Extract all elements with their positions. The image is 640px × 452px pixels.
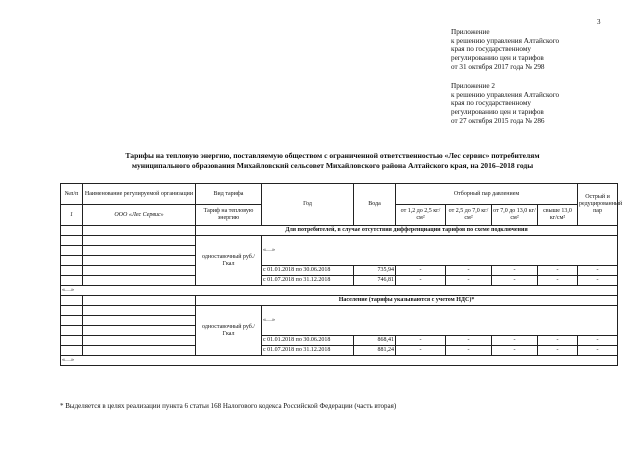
footnote: * Выделяется в целях реализации пункта 6 статьи 168 Налогового кодекса Российской Федерации (часть вторая) [60, 402, 397, 410]
header-steam-3: от 7,0 до 13,0 кг/см² [492, 205, 538, 226]
ellipsis-row [61, 286, 618, 296]
annex-line: регулированию цен и тарифов [451, 108, 544, 117]
header-steam-4: свыше 13,0 кг/см² [538, 205, 578, 226]
section-title: Население (тарифы указываются с учетом НДС)* [196, 296, 618, 306]
water-value: 881,24 [354, 346, 396, 356]
table-row [61, 336, 618, 346]
ellipsis-row [61, 356, 618, 366]
ellipsis-cell: «…» [61, 356, 618, 366]
org-num: 1 [61, 205, 83, 226]
title-line: муниципального образования Михайловский сельсовет Михайловского района Алтайского края, на 2016–2018 годы [131, 160, 534, 170]
table-row [61, 266, 618, 276]
header-steam-1: от 1,2 до 2,5 кг/см² [396, 205, 446, 226]
steam-3-value: - [492, 336, 538, 346]
header-org: Наименование регулируемой организации [83, 184, 196, 205]
annex-line: от 27 октября 2015 года № 286 [451, 116, 545, 125]
period-cell: с 01.07.2018 по 31.12.2018 [262, 276, 354, 286]
tariff-type-cell: одноставочный руб./Гкал [196, 236, 262, 286]
steam-1-value: - [396, 276, 446, 286]
annex-header-2 [451, 82, 559, 126]
annex-line: регулированию цен и тарифов [451, 54, 544, 63]
annex-line: Приложение [451, 28, 490, 36]
steam-1-value: - [396, 336, 446, 346]
steam-2-value: - [446, 336, 492, 346]
period-cell: с 01.01.2018 по 30.06.2018 [262, 266, 354, 276]
table-row [61, 236, 618, 246]
steam-2-value: - [446, 346, 492, 356]
annex-line: края по государственному [451, 99, 531, 108]
steam-1-value: - [396, 266, 446, 276]
section-title-row [61, 226, 618, 236]
sharp-steam-value: - [578, 336, 618, 346]
period-cell: с 01.07.2018 по 31.12.2018 [262, 346, 354, 356]
annex-line: края по государственному [451, 45, 531, 54]
title-line: Тарифы на тепловую энергию, поставляемую обществом с ограниченной ответственностью «Лес сервис» потребителям [125, 151, 540, 160]
water-value: 735,94 [354, 266, 396, 276]
steam-4-value: - [538, 336, 578, 346]
sharp-steam-value: - [578, 266, 618, 276]
ellipsis-cell: «…» [61, 286, 618, 296]
table-row [61, 306, 618, 316]
document-title [70, 151, 595, 170]
water-value: 746,81 [354, 276, 396, 286]
header-year: Год [262, 184, 354, 226]
header-steam-group: Отборный пар давлением [396, 184, 578, 205]
section-title: Для потребителей, в случае отсутствия дифференциации тарифов по схеме подключения [196, 226, 618, 236]
page-number: 3 [597, 18, 601, 26]
ellipsis-cell: «…» [262, 236, 618, 266]
ellipsis-cell: «…» [262, 306, 618, 336]
steam-3-value: - [492, 276, 538, 286]
annex-line: Приложение 2 [451, 82, 495, 90]
sharp-steam-value: - [578, 276, 618, 286]
header-sharp-steam: Острый и редуцированный пар [578, 184, 618, 226]
sharp-steam-value: - [578, 346, 618, 356]
annex-header-1 [451, 28, 559, 72]
steam-2-value: - [446, 266, 492, 276]
steam-3-value: - [492, 266, 538, 276]
steam-1-value: - [396, 346, 446, 356]
tariff-type-cell: одноставочный руб./Гкал [196, 306, 262, 356]
header-water: Вода [354, 184, 396, 226]
water-value: 868,41 [354, 336, 396, 346]
steam-4-value: - [538, 266, 578, 276]
steam-4-value: - [538, 276, 578, 286]
org-name: ООО «Лес Сервис» [83, 205, 196, 226]
header-tariff-type: Вид тарифа [196, 184, 262, 205]
period-cell: с 01.01.2018 по 30.06.2018 [262, 336, 354, 346]
table-row [61, 276, 618, 286]
header-num: №п/п [61, 184, 83, 205]
annex-line: к решению управления Алтайского [451, 90, 560, 99]
steam-3-value: - [492, 346, 538, 356]
annex-line: к решению управления Алтайского [451, 36, 560, 45]
table-row [61, 346, 618, 356]
header-steam-2: от 2,5 до 7,0 кг/см² [446, 205, 492, 226]
annex-line: от 31 октября 2017 года № 298 [451, 62, 545, 71]
steam-2-value: - [446, 276, 492, 286]
tariff-table [60, 183, 623, 366]
org-tariff-label: Тариф на тепловую энергию [196, 205, 262, 226]
steam-4-value: - [538, 346, 578, 356]
section-title-row [61, 296, 618, 306]
